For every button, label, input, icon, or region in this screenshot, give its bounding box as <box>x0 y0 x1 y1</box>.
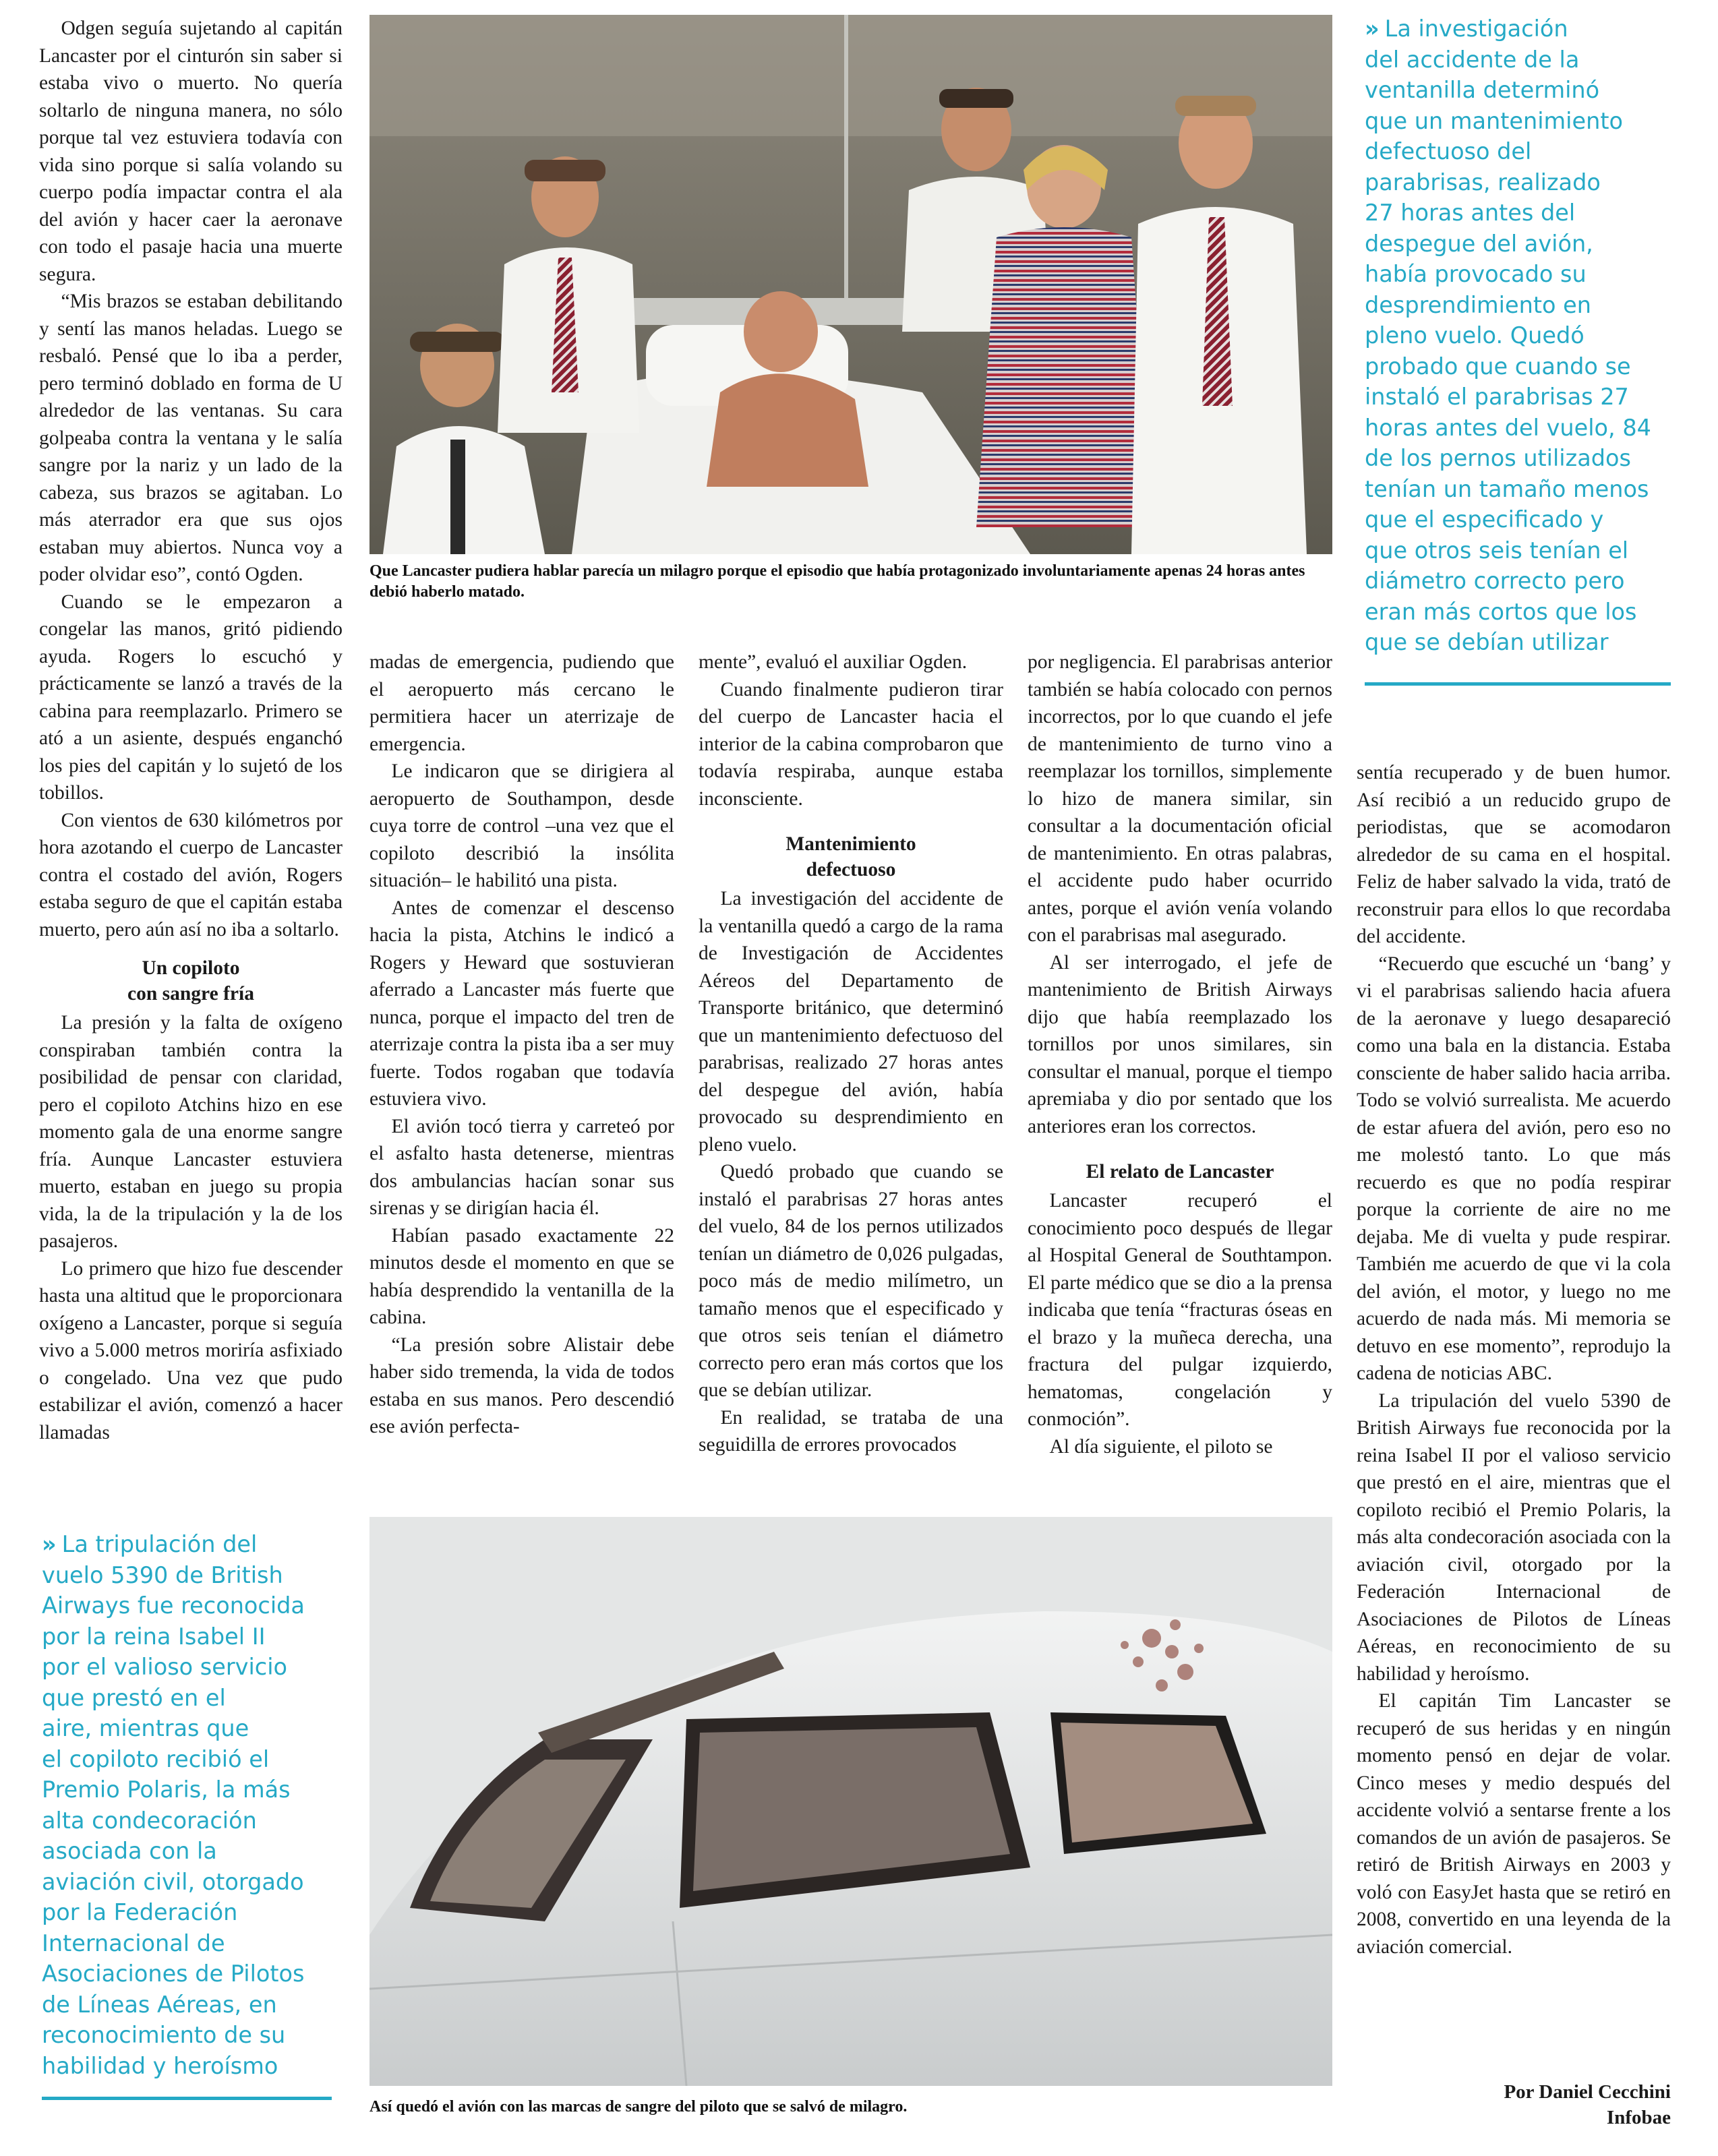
paragraph: El avión tocó tierra y carreteó por el asfalto hasta detenerse, mientras dos ambulancias hacían sonar sus sirenas y se dirigían hacia él. <box>369 1115 674 1219</box>
pullquote-line: por la Federación <box>42 1899 238 1925</box>
pullquote-line: horas antes del vuelo, 84 <box>1365 414 1651 441</box>
pullquote-line: eran más cortos que los <box>1365 598 1637 625</box>
pullquote-line: despegue del avión, <box>1365 230 1593 257</box>
pullquote-line: que otros seis tenían el <box>1365 537 1629 564</box>
paragraph: Quedó probado que cuando se instaló el parabrisas 27 horas antes del vuelo, 84 de los pernos utilizados tenían un diámetro de 0,026 pulgadas, poco más de medio milímetro, un tamaño menos que el especificado y que otros seis tenían el diámetro correcto pero eran más cortos que los que se debían utilizar. <box>699 1161 1003 1401</box>
pullquote-line: 27 horas antes del <box>1365 200 1576 226</box>
paragraph: Le indicaron que se dirigiera al aeropuerto de Southampon, desde cuya torre de control –una vez que el copiloto describió la insólita situación– le habilitó una pista. <box>369 760 674 891</box>
pullquote-line: que el especificado y <box>1365 506 1604 533</box>
heading-line: Un copiloto <box>142 957 240 979</box>
pullquote-line: Airways fue reconocida <box>42 1592 305 1619</box>
section-heading: El relato de Lancaster <box>1086 1161 1274 1182</box>
paragraph: Lo primero que hizo fue descender hasta una altitud que le proporcionara oxígeno a Lancaster, porque si seguía vivo a 5.000 metros moriría asfixiado o congelado. Una vez que pudo estabilizar el avión, comenzó a hacer llamadas <box>39 1257 343 1443</box>
pullquote-line: aire, mientras que <box>42 1715 249 1741</box>
pullquote-line: vuelo 5390 de British <box>42 1561 283 1588</box>
paragraph: “Recuerdo que escuché un ‘bang’ y vi el parabrisas saliendo hacia afuera de la aeronave y luego desapareció como una bala en la distancia. Estaba consciente de haber salido hacia arriba. Todo se volvió surrealista. Me acuerdo de estar afuera del avión, pero eso no me molestó tanto. Lo que más recuerdo es que no podía respirar porque la corriente de aire no me dejaba. Me di vuelta y pude respirar. También me acuerdo de que vi la cola del avión, el motor, y luego no me acuerdo de nada más. Mi memoria se detuvo en ese momento”, reprodujo la cadena de noticias ABC. <box>1357 953 1671 1384</box>
paragraph: Habían pasado exactamente 22 minutos desde el momento en que se había desprendido la ventanilla de la cabina. <box>369 1224 674 1328</box>
pullquote-line: habilidad y heroísmo <box>42 2052 278 2079</box>
paragraph: El capitán Tim Lancaster se recuperó de sus heridas y en ningún momento pensó en dejar de volar. Cinco meses y medio después del accidente volvió a sentarse frente a los comandos de un avión de pasajeros. Se retiró de British Airways en 2003 y voló con EasyJet hasta que se retiró en 2008, convertido en una leyenda de la aviación comercial. <box>1357 1690 1671 1958</box>
pullquote-line: probado que cuando se <box>1365 353 1631 380</box>
pullquote-line: defectuoso del <box>1365 138 1532 164</box>
section-heading <box>39 955 343 1007</box>
broken-cockpit-window-photo-icon <box>369 1517 1332 2086</box>
pullquote-line: por la reina Isabel II <box>42 1623 266 1650</box>
pullquote-line: Asociaciones de Pilotos <box>42 1960 305 1987</box>
top-photo-caption: Que Lancaster pudiera hablar parecía un milagro porque el episodio que había protagonizado involuntariamente apenas 24 horas antes debió haberlo matado. <box>369 562 1305 601</box>
pullquote-line: Internacional de <box>42 1929 225 1956</box>
pullquote-line: asociada con la <box>42 1838 217 1864</box>
pullquote-bottom-rule <box>42 2097 332 2100</box>
pullquote-line: aviación civil, otorgado <box>42 1868 304 1895</box>
hospital-group-photo <box>369 15 1332 554</box>
paragraph: La tripulación del vuelo 5390 de British Airways fue reconocida por la reina Isabel II por el valioso servicio que prestó en el aire, mientras que el copiloto recibió el Premio Polaris, la más alta condecoración asociada con la aviación civil, otorgado por la Federación Internacional de Asociaciones de Pilotos de Líneas Aéreas, en reconocimiento de su habilidad y heroísmo. <box>1357 1389 1671 1685</box>
pullquote-top <box>1365 13 1682 658</box>
paragraph: En realidad, se trataba de una seguidilla de errores provocados <box>699 1406 1003 1456</box>
paragraph: La presión y la falta de oxígeno conspiraban también contra la posibilidad de pensar con claridad, pero el copiloto Atchins hizo en ese momento gala de una enorme sangre fría. Aunque Lancaster estuviera muerto, estaban en juego su propia vida, la de la tripulación y la de los pasajeros. <box>39 1012 343 1252</box>
pullquote-line: de Líneas Aéreas, en <box>42 1991 277 2018</box>
paragraph: La investigación del accidente de la ventanilla quedó a cargo de la rama de Investigación de Accidentes Aéreos del Departamento de Transporte británico, que determinó que un mantenimiento defectuoso del parabrisas, realizado 27 horas antes del despegue del avión, había provocado su desprendimiento en pleno vuelo. <box>699 888 1003 1156</box>
paragraph: Cuando se le empezaron a congelar las manos, gritó pidiendo ayuda. Rogers lo escuchó y prácticamente se lanzó a través de la cabina para reemplazarlo. Primero se ató a un asiente, después enganchó los pies del capitán y lo sujetó de los tobillos. <box>39 591 343 804</box>
pullquote-line: Premio Polaris, la más <box>42 1776 291 1803</box>
paragraph: “La presión sobre Alistair debe haber sido tremenda, la vida de todos estaba en sus manos. Pero descendió ese avión perfecta- <box>369 1334 674 1437</box>
pullquote-line: el copiloto recibió el <box>42 1745 270 1772</box>
pullquote-line: reconocimiento de su <box>42 2022 286 2048</box>
pullquote-line: tenían un tamaño menos <box>1365 475 1649 502</box>
article-column-2 <box>369 649 674 1441</box>
paragraph: Odgen seguía sujetando al capitán Lancaster por el cinturón sin saber si estaba vivo o muerto. No quería soltarlo de ninguna manera, no sólo porque tal vez estuviera todavía con vida sino porque si salía volando su cuerpo podía impactar contra el ala del avión y hacer caer la aeronave con todo el pasaje hacia una muerte segura. <box>39 18 343 285</box>
pullquote-line: por el valioso servicio <box>42 1654 288 1680</box>
pullquote-line: La investigación <box>1384 16 1568 42</box>
paragraph: por negligencia. El parabrisas anterior también se había colocado con pernos incorrectos, por lo que cuando el jefe de mantenimiento de turno vino a reemplazar los tornillos, simplemente lo hizo de manera similar, sin consultar a la documentación oficial de mantenimiento. En otras palabras, el accidente pudo haber ocurrido antes, porque el avión venía volando con el parabrisas mal asegurado. <box>1028 651 1332 946</box>
byline-author: Por Daniel Cecchini <box>1504 2081 1671 2103</box>
paragraph: Lancaster recuperó el conocimiento poco después de llegar al Hospital General de Southtampon. El parte médico que se dio a la prensa indicaba que tenía “fracturas óseas en el brazo y la muñeca derecha, una fractura del pulgar izquierdo, hematomas, congelación y conmoción”. <box>1028 1190 1332 1430</box>
hospital-group-photo-icon <box>369 15 1332 554</box>
paragraph: mente”, evaluó el auxiliar Ogden. <box>699 651 968 673</box>
heading-line: con sangre fría <box>127 983 254 1005</box>
pullquote-line: diámetro correcto pero <box>1365 568 1625 594</box>
paragraph: “Mis brazos se estaban debilitando y sentí las manos heladas. Luego se resbaló. Pensé que lo iba a perder, pero terminó doblado en forma de U alrededor de las ventanas. Su cara golpeaba contra la ventana y le salía sangre por la nariz y un lado de la cabeza, sus brazos se agitaban. Lo más aterrador era que sus ojos estaban muy abiertos. Nunca voy a poder olvidar eso”, contó Ogden. <box>39 291 343 585</box>
pullquote-line: de los pernos utilizados <box>1365 445 1631 471</box>
pullquote-bottom <box>42 1529 352 2081</box>
article-column-5 <box>1357 759 1671 1960</box>
paragraph: Antes de comenzar el descenso hacia la pista, Atchins le indicó a Rogers y Heward que sostuvieran aferrado a Lancaster más fuerte que nunca, porque el impacto del tren de aterrizaje contra la pista iba a ser muy fuerte. Todos rogaban que todavía estuviera vivo. <box>369 897 674 1110</box>
section-heading <box>699 831 1003 882</box>
pullquote-line: que un mantenimiento <box>1365 107 1623 134</box>
pullquote-line: parabrisas, realizado <box>1365 169 1601 196</box>
pullquote-line: había provocado su <box>1365 261 1587 287</box>
article-column-3 <box>699 649 1003 1459</box>
paragraph: Al ser interrogado, el jefe de mantenimiento de British Airways dijo que había reemplazado los tornillos por unos similares, sin consultar el manual, porque el tiempo apremiaba y dio por sentado que los anteriores eran los correctos. <box>1028 951 1332 1137</box>
pullquote-top-rule <box>1365 682 1671 686</box>
pullquote-line: La tripulación del <box>61 1531 258 1557</box>
heading-line: Mantenimiento <box>786 833 916 855</box>
pullquote-line: que se debían utilizar <box>1365 629 1609 655</box>
pullquote-line: alta condecoración <box>42 1807 257 1834</box>
paragraph: sentía recuperado y de buen humor. Así recibió a un reducido grupo de periodistas, que se acomodaron alrededor de su cama en el hospital. Feliz de haber salvado la vida, trató de reconstruir para ellos lo que recordaba del accidente. <box>1357 762 1671 947</box>
broken-cockpit-window-photo <box>369 1517 1332 2086</box>
byline <box>1357 2079 1671 2130</box>
pullquote-line: que prestó en el <box>42 1684 226 1711</box>
pullquote-line: instaló el parabrisas 27 <box>1365 384 1629 410</box>
article-column-1 <box>39 15 343 1446</box>
paragraph: Cuando finalmente pudieron tirar del cuerpo de Lancaster hacia el interior de la cabina comprobaron que todavía respiraba, aunque estaba inconsciente. <box>699 678 1003 810</box>
bottom-photo-caption: Así quedó el avión con las marcas de sangre del piloto que se salvó de milagro. <box>369 2098 908 2116</box>
pullquote-line: ventanilla determinó <box>1365 77 1600 103</box>
chevron-right-icon: » <box>42 1531 53 1557</box>
paragraph: madas de emergencia, pudiendo que el aeropuerto más cercano le permitiera hacer un aterrizaje de emergencia. <box>369 651 674 755</box>
heading-line: defectuoso <box>806 859 896 880</box>
pullquote-line: del accidente de la <box>1365 46 1580 73</box>
article-column-4 <box>1028 649 1332 1460</box>
paragraph: Al día siguiente, el piloto se <box>1049 1435 1273 1458</box>
byline-source: Infobae <box>1606 2107 1671 2128</box>
chevron-right-icon: » <box>1365 16 1375 42</box>
paragraph: Con vientos de 630 kilómetros por hora azotando el cuerpo de Lancaster contra el costado del avión, Rogers estaba seguro de que el capitán estaba muerto, pero aún así no iba a soltarlo. <box>39 809 343 940</box>
pullquote-line: pleno vuelo. Quedó <box>1365 322 1584 349</box>
pullquote-line: desprendimiento en <box>1365 291 1591 318</box>
